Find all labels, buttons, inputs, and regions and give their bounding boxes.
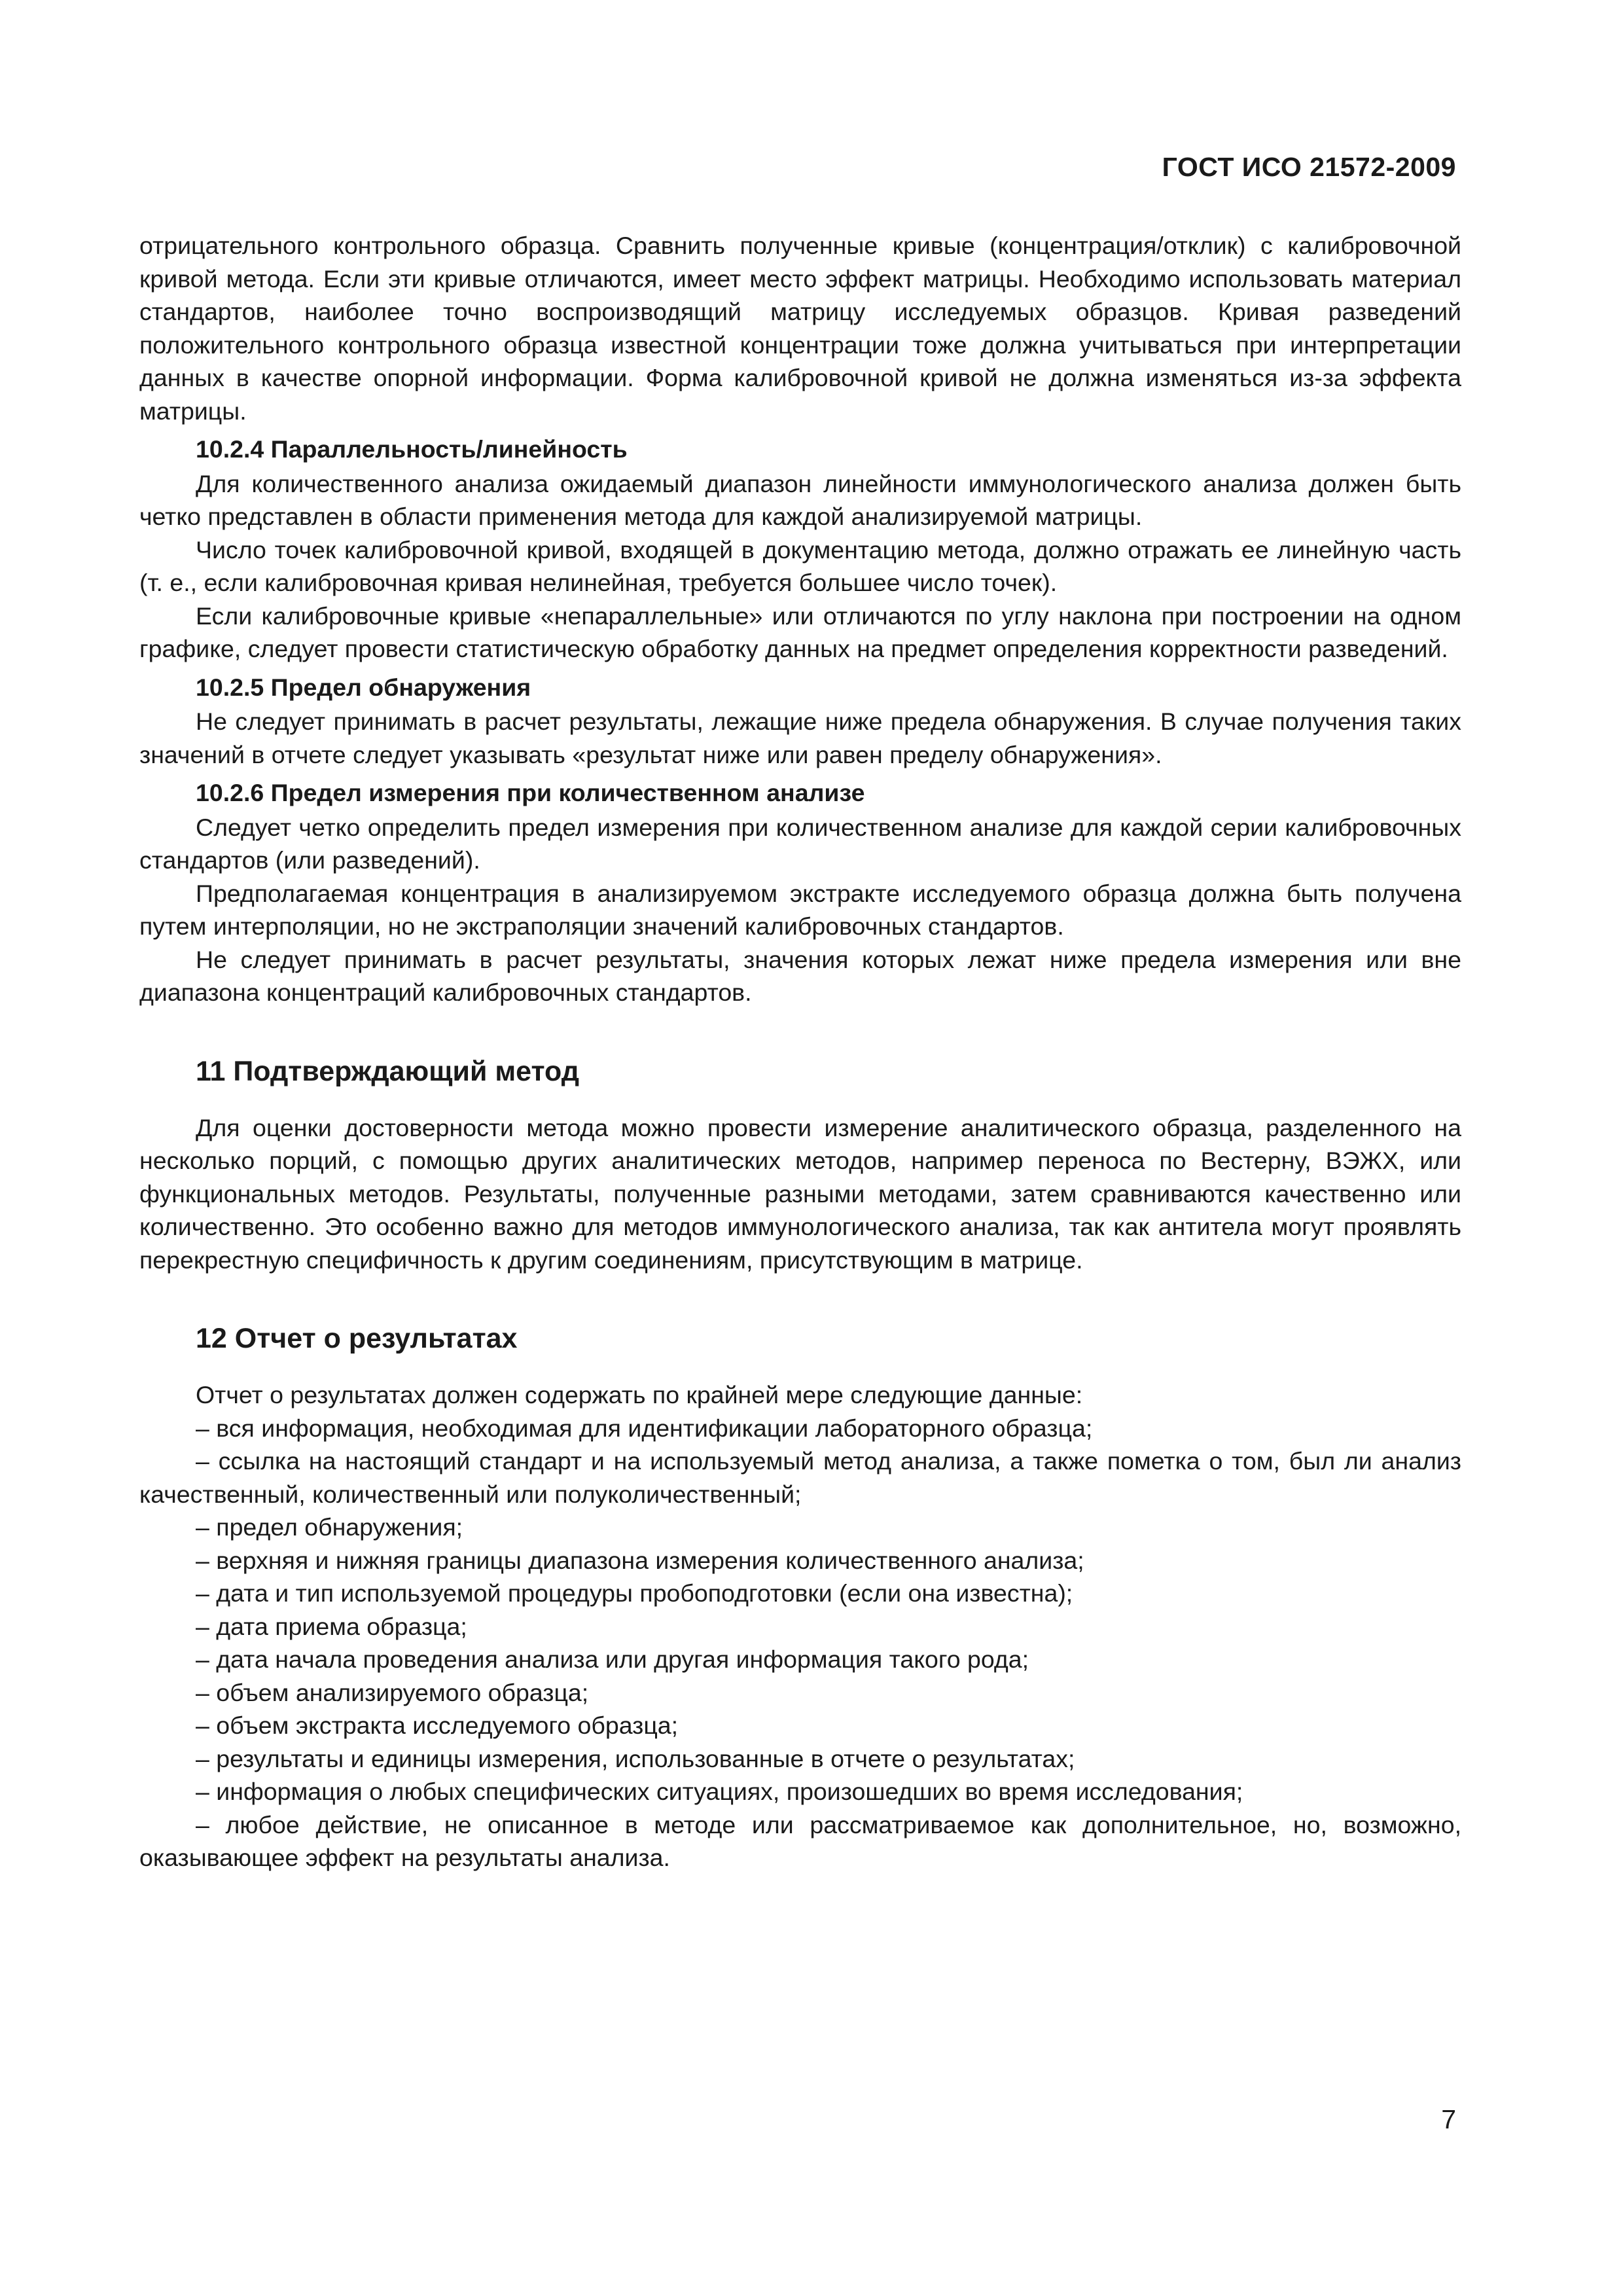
section-heading-11: 11 Подтверждающий метод bbox=[196, 1055, 580, 1087]
section-heading-12: 12 Отчет о результатах bbox=[196, 1323, 518, 1354]
list-item: – дата приема образца; bbox=[196, 1612, 467, 1640]
subsection-heading-10-2-4: 10.2.4 Параллельность/линейность bbox=[196, 435, 628, 463]
subsection-heading-10-2-5: 10.2.5 Предел обнаружения bbox=[196, 673, 531, 701]
document-code: ГОСТ ИСО 21572-2009 bbox=[1162, 152, 1456, 182]
list-item: – предел обнаружения; bbox=[196, 1513, 463, 1541]
list-item: – результаты и единицы измерения, использованные в отчете о результатах; bbox=[196, 1744, 1075, 1772]
list-item: – вся информация, необходимая для идентификации лабораторного образца; bbox=[196, 1414, 1093, 1442]
paragraph: Отчет о результатах должен содержать по крайней мере следующие данные: bbox=[196, 1381, 1083, 1408]
paragraph: Не следует принимать в расчет результаты, лежащие ниже предела обнаружения. В случае получения таких значений в отчете следует указывать «результат ниже или равен пределу обнаружения». bbox=[139, 708, 1461, 768]
paragraph: Число точек калибровочной кривой, входящей в документацию метода, должно отражать ее линейную часть (т. е., если калибровочная кривая нелинейная, требуется большее число точек). bbox=[139, 535, 1461, 596]
paragraph: Для оценки достоверности метода можно провести измерение аналитического образца, разделенного на несколько порций, с помощью других аналитических методов, например переноса по Вестерну, ВЭЖХ, или функциональных методов. Результаты, полученные разными методами, затем сравниваются качественно или количественно. Это особенно важно для методов иммунологического анализа, так как антитела могут проявлять перекрестную специфичность к другим соединениям, присутствующим в матрице. bbox=[139, 1113, 1461, 1274]
list-item: – ссылка на настоящий стандарт и на используемый метод анализа, а также пометка о том, был ли анализ качественный, количественный или полуколичественный; bbox=[139, 1447, 1461, 1508]
intro-paragraph: отрицательного контрольного образца. Сравнить полученные кривые (концентрация/отклик) с калибровочной кривой метода. Если эти кривые отличаются, имеет место эффект матрицы. Необходимо использовать материал стандартов, наиболее точно воспроизводящий матрицу исследуемых образцов. Кривая разведений положительного контрольного образца известной концентрации тоже должна учитываться при интерпретации данных в качестве опорной информации. Форма калибровочной кривой не должна изменяться из-за эффекта матрицы. bbox=[139, 232, 1461, 425]
paragraph: Предполагаемая концентрация в анализируемом экстракте исследуемого образца должна быть получена путем интерполяции, но не экстраполяции значений калибровочных стандартов. bbox=[139, 879, 1461, 940]
paragraph: Если калибровочные кривые «непараллельные» или отличаются по углу наклона при построении на одном графике, следует провести статистическую обработку данных на предмет определения корректности разведений. bbox=[139, 601, 1461, 662]
list-item: – информация о любых специфических ситуациях, произошедших во время исследования; bbox=[196, 1778, 1243, 1805]
paragraph: Для количественного анализа ожидаемый диапазон линейности иммунологического анализа должен быть четко представлен в области применения метода для каждой анализируемой матрицы. bbox=[139, 469, 1461, 530]
list-item: – объем анализируемого образца; bbox=[196, 1678, 589, 1706]
list-item: – любое действие, не описанное в методе или рассматриваемое как дополнительное, но, возможно, оказывающее эффект на результаты анализа. bbox=[139, 1810, 1461, 1871]
paragraph: Следует четко определить предел измерения при количественном анализе для каждой серии калибровочных стандартов (или разведений). bbox=[139, 813, 1461, 874]
subsection-heading-10-2-6: 10.2.6 Предел измерения при количественном анализе bbox=[196, 779, 865, 806]
list-item: – верхняя и нижняя границы диапазона измерения количественного анализа; bbox=[196, 1546, 1084, 1574]
list-item: – дата и тип используемой процедуры пробоподготовки (если она известна); bbox=[196, 1579, 1073, 1607]
list-item: – объем экстракта исследуемого образца; bbox=[196, 1712, 679, 1739]
page-number: 7 bbox=[1441, 2104, 1456, 2134]
page-content bbox=[139, 229, 1461, 1874]
list-item: – дата начала проведения анализа или другая информация такого рода; bbox=[196, 1645, 1029, 1673]
paragraph: Не следует принимать в расчет результаты, значения которых лежат ниже предела измерения или вне диапазона концентраций калибровочных стандартов. bbox=[139, 945, 1461, 1006]
